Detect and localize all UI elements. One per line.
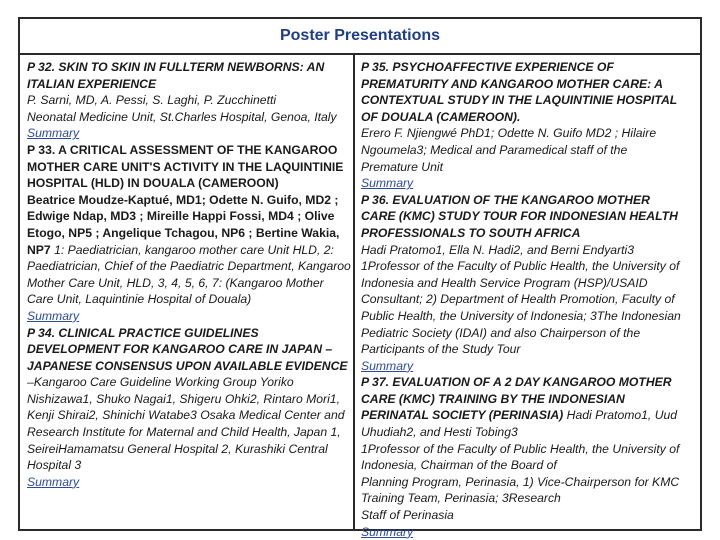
line-text: Premature Unit: [361, 159, 443, 174]
abstract-line: [27, 175, 349, 192]
line-text: Neonatal Medicine Unit, St.Charles Hospital, Genoa, Italy: [27, 109, 337, 124]
abstract-line: [361, 109, 697, 126]
line-text: P 33. A CRITICAL ASSESSMENT OF THE KANGAROO: [27, 142, 338, 157]
abstract-line: [361, 325, 697, 342]
line-text: Staff of Perinasia: [361, 508, 454, 523]
abstract-line: [27, 291, 349, 308]
abstract-line: [27, 374, 349, 391]
line-text: Beatrice Moudze-Kaptué, MD1; Odette N. Guifo, MD2 ;: [27, 192, 339, 207]
abstract-line: [361, 192, 697, 209]
line-text: Uhudiah2, and Hesti Tobing3: [361, 425, 518, 440]
line-text: Planning Program, Perinasia, 1) Vice-Chairperson for KMC: [361, 474, 680, 489]
line-text: P. Sarni, MD, A. Pessi, S. Laghi, P. Zucchinetti: [27, 93, 277, 108]
left-column: [27, 59, 349, 490]
line-text: Mother Care Unit, HLD, 3, 4, 5, 6, 7: (Kangaroo Mother: [27, 275, 324, 290]
abstract-line: [361, 308, 697, 325]
summary-link-label[interactable]: Summary: [361, 358, 414, 373]
summary-link[interactable]: [27, 125, 349, 142]
title-row: [20, 19, 700, 55]
abstract-line: [361, 142, 697, 159]
abstract-line: [361, 507, 697, 524]
abstract-line: [27, 407, 349, 424]
abstract-line: [27, 225, 349, 242]
line-text: Ngoumela3; Medical and Paramedical staff of the: [361, 142, 628, 157]
line-text: Training Team, Perinasia; 3Research: [361, 491, 561, 506]
abstract-line: [27, 59, 349, 76]
abstract-line: [27, 76, 349, 93]
line-text: CARE (KMC) STUDY TOUR FOR INDONESIAN HEALTH: [361, 209, 678, 224]
poster-list-frame: [18, 17, 702, 539]
line-text: Kenji Shirai2, Shinichi Watabe3 Osaka Medical Center and: [27, 408, 345, 423]
summary-link[interactable]: [361, 358, 697, 375]
abstract-line: [361, 92, 697, 109]
abstract-line: [27, 159, 349, 176]
abstract-line: [27, 358, 349, 375]
line-text: OF DOUALA (CAMEROON).: [361, 109, 521, 124]
page-title: Poster Presentations: [279, 27, 441, 44]
line-text: P 36. EVALUATION OF THE KANGAROO MOTHER: [361, 192, 650, 207]
summary-link-label[interactable]: Summary: [27, 474, 80, 489]
line-text: P 32. SKIN TO SKIN IN FULLTERM NEWBORNS: AN: [27, 60, 325, 74]
summary-link[interactable]: [27, 308, 349, 325]
abstract-line: [361, 125, 697, 142]
abstract-line: [361, 76, 697, 93]
abstract-line: [27, 441, 349, 458]
line-text: Consultant; 2) Department of Health Promotion, Faculty of: [361, 292, 675, 307]
line-text: ITALIAN EXPERIENCE: [27, 76, 157, 91]
line-text: Edwige Ndap, MD3 ; Mireille Happi Fossi, MD4 ; Olive: [27, 209, 335, 224]
abstract-line: [27, 258, 349, 275]
abstract-line: [361, 291, 697, 308]
author-text: Hadi Pratomo1, Uud: [566, 408, 678, 423]
line-text: Public Health, the University of Indonesia; 3The Indonesian: [361, 308, 681, 323]
abstract-line: [361, 474, 697, 491]
abstract-line: [27, 325, 349, 342]
author-suffix: NP7: [27, 242, 51, 257]
summary-link[interactable]: [27, 474, 349, 491]
line-text: HOSPITAL (HLD) IN DOUALA (CAMEROON): [27, 176, 279, 191]
abstract-line: [27, 142, 349, 159]
line-text: DEVELOPMENT FOR KANGAROO CARE IN JAPAN –: [27, 342, 333, 357]
summary-link-label[interactable]: Summary: [27, 308, 80, 323]
line-text: 1Professor of the Faculty of Public Health, the University of: [361, 259, 680, 274]
line-text: Pediatric Society (IDAI) and also Chairperson of the: [361, 325, 641, 340]
abstract-line: [361, 59, 697, 76]
line-text: PROFESSIONALS TO SOUTH AFRICA: [361, 225, 581, 240]
abstract-line: [27, 391, 349, 408]
line-text: CARE (KMC) TRAINING BY THE INDONESIAN: [361, 391, 625, 406]
abstract-line: [361, 275, 697, 292]
abstract-line: [361, 391, 697, 408]
line-text: 1Professor of the Faculty of Public Health, the University of: [361, 441, 680, 456]
line-text: P 35. PSYCHOAFFECTIVE EXPERIENCE OF: [361, 60, 614, 74]
abstract-line: [361, 424, 697, 441]
abstract-line: [27, 341, 349, 358]
line-text: Indonesia, Chairman of the Board of: [361, 458, 557, 473]
line-text: Hospital 3: [27, 458, 82, 473]
abstract-line: [361, 225, 697, 242]
line-text: Paediatrician, Chief of the Paediatric Department, Kangaroo: [27, 259, 351, 274]
line-text: Erero F. Njiengwé PhD1; Odette N. Guifo MD2 ; Hilaire: [361, 126, 657, 141]
abstract-line: [361, 407, 697, 424]
abstract-line: [361, 341, 697, 358]
abstract-line: [361, 258, 697, 275]
abstract-line: [27, 275, 349, 292]
line-text: P 37. EVALUATION OF A 2 DAY KANGAROO MOTHER: [361, 375, 672, 390]
affiliation-text: 1: Paediatrician, kangaroo mother care Unit HLD, 2:: [50, 242, 334, 257]
line-text: PERINATAL SOCIETY (PERINASIA): [361, 408, 567, 423]
line-text: Indonesia and Health Service Program (HSP)/USAID: [361, 275, 648, 290]
abstract-line: [27, 424, 349, 441]
line-text: –Kangaroo Care Guideline Working Group Yoriko: [27, 375, 294, 390]
line-text: P 34. CLINICAL PRACTICE GUIDELINES: [27, 325, 259, 340]
line-text: PREMATURITY AND KANGAROO MOTHER CARE: A: [361, 76, 663, 91]
line-text: Care Unit, Laquintinie Hospital of Douala): [27, 292, 252, 307]
abstract-line: [27, 457, 349, 474]
summary-link-label[interactable]: Summary: [27, 126, 80, 141]
abstract-line: [361, 242, 697, 259]
abstract-line: [27, 92, 349, 109]
abstract-line: [27, 242, 349, 259]
line-text: SeireiHamamatsu General Hospital 2, Kurashiki Central: [27, 441, 328, 456]
abstract-line: [361, 208, 697, 225]
abstract-line: [361, 457, 697, 474]
line-text: Hadi Pratomo1, Ella N. Hadi2, and Berni Endyarti3: [361, 242, 635, 257]
line-text: Research Institute for Maternal and Child Health, Japan 1,: [27, 425, 341, 440]
column-divider: [353, 55, 355, 529]
abstract-line: [27, 208, 349, 225]
line-text: Nishizawa1, Shuko Nagai1, Shigeru Ohki2, Rintaro Mori1,: [27, 391, 340, 406]
abstract-line: [361, 159, 697, 176]
abstract-line: [361, 441, 697, 458]
summary-link[interactable]: [361, 175, 697, 192]
line-text: Participants of the Study Tour: [361, 342, 521, 357]
line-text: JAPANESE CONSENSUS UPON AVAILABLE EVIDENCE: [27, 358, 348, 373]
line-text: Etogo, NP5 ; Angelique Tchagou, NP6 ; Bertine Wakia,: [27, 225, 340, 240]
abstract-line: [27, 192, 349, 209]
summary-link[interactable]: [361, 524, 697, 540]
line-text: MOTHER CARE UNIT'S ACTIVITY IN THE LAQUINTINIE: [27, 159, 344, 174]
abstract-line: [27, 109, 349, 126]
abstract-line: [361, 374, 697, 391]
abstract-line: [361, 490, 697, 507]
summary-link-label[interactable]: Summary: [361, 524, 414, 539]
right-column: [361, 59, 697, 540]
summary-link-label[interactable]: Summary: [361, 176, 414, 191]
line-text: CONTEXTUAL STUDY IN THE LAQUINTINIE HOSPITAL: [361, 93, 678, 108]
